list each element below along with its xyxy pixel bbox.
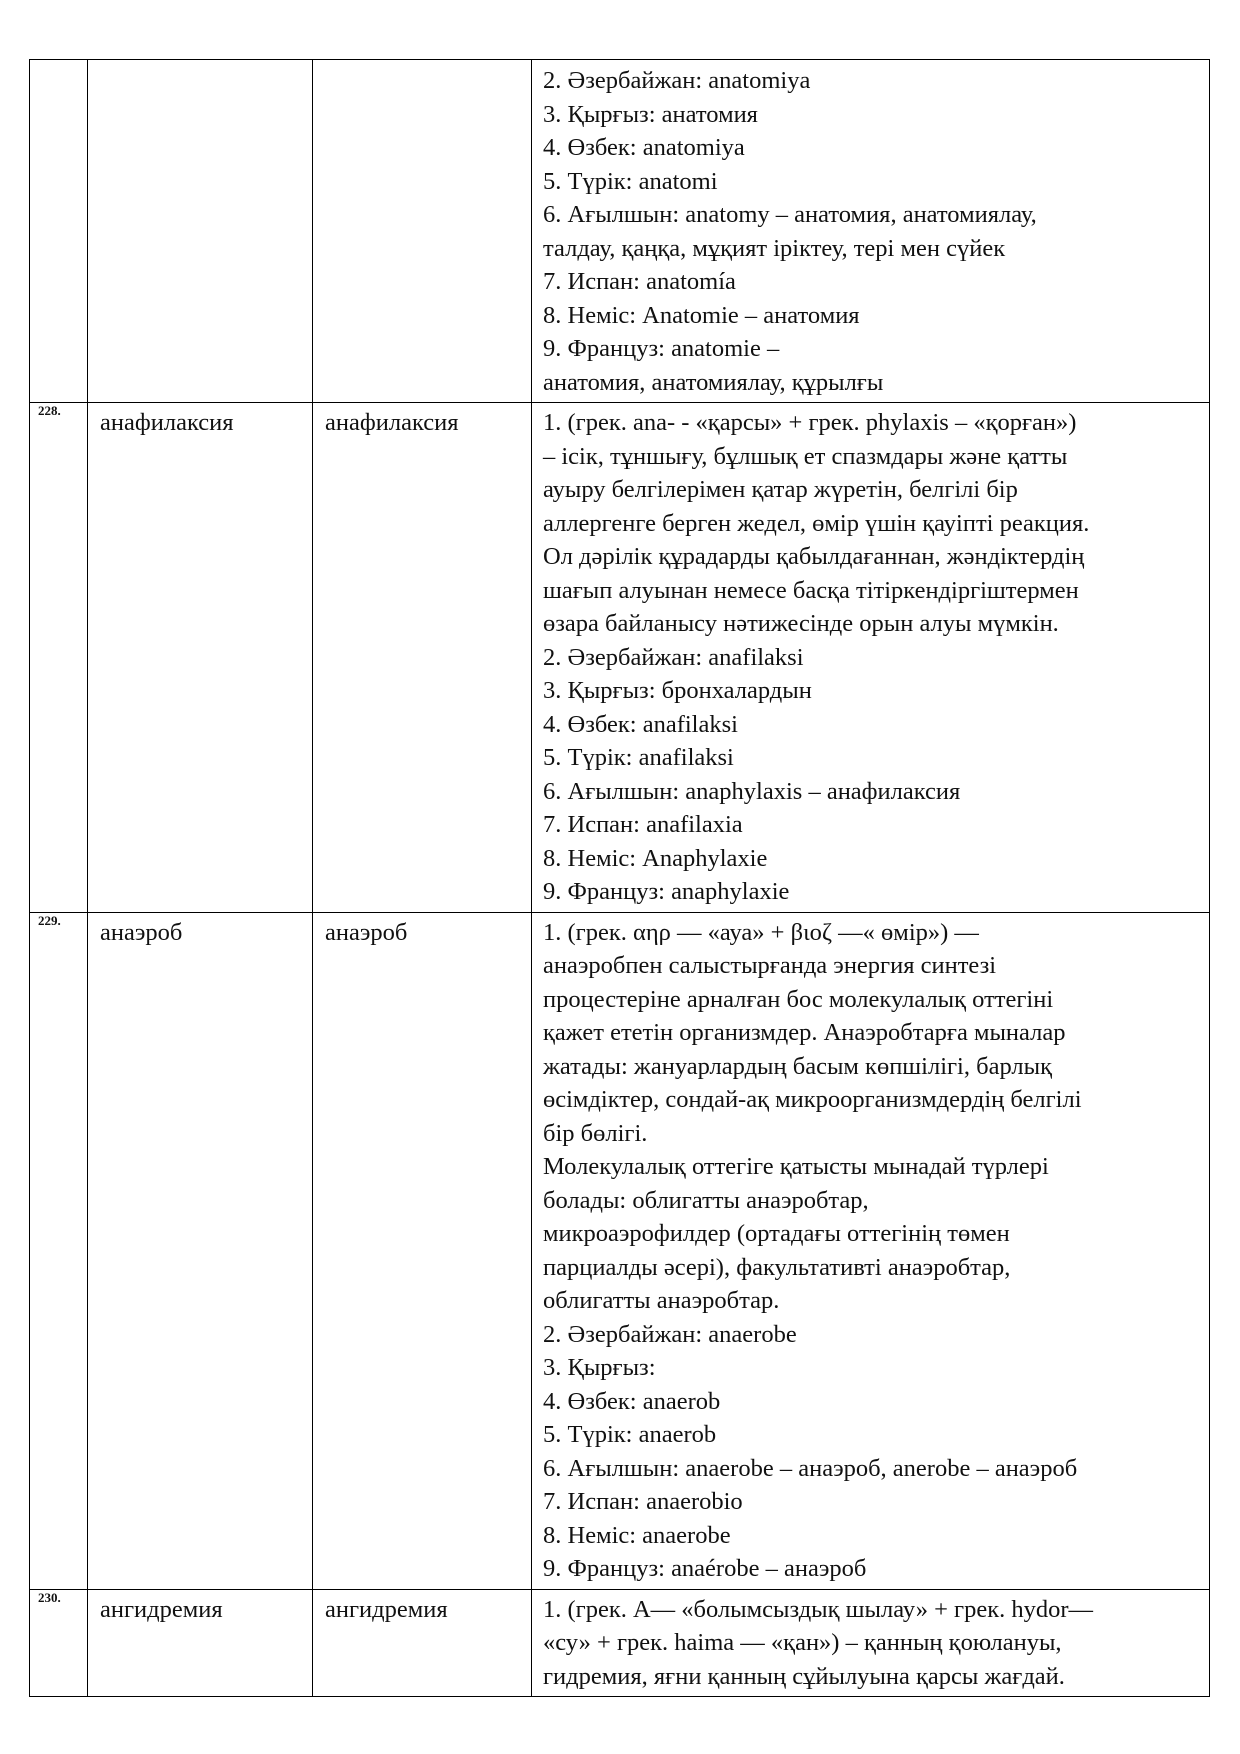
table-row (30, 1589, 1210, 1697)
definition-line: қажет ететін организмдер. Анаэробтарға мыналар (543, 1019, 1066, 1046)
definition-line: микроаэрофилдер (ортадағы оттегінің төмен (543, 1220, 1010, 1247)
definition-line: 2. Әзербайжан: anaerobe (543, 1320, 797, 1348)
definition-line: парциалды әсері), факультативті анаэробтар, (543, 1253, 1011, 1281)
definition-line: 1. (грек. αηρ — «ауа» + βιοζ —« өмір») — (543, 918, 979, 946)
definition-line: бір бөлігі. (543, 1119, 648, 1147)
dictionary-body (30, 60, 1210, 1697)
entry-term-translation (313, 60, 532, 403)
definition-line: 1. (грек. А— «болымсыздық шылау» + грек. hydor— (543, 1595, 1094, 1623)
definition-line: 3. Қырғыз: бронхалардын (543, 677, 812, 704)
definition-line: 4. Өзбек: anatomiya (543, 134, 745, 161)
definition-line: 6. Ағылшын: anaerobe – анаэроб, anerobe – анаэроб (543, 1454, 1078, 1482)
definition-line: 5. Түрік: anaerob (543, 1421, 717, 1448)
entry-number: 228. (30, 403, 88, 913)
entry-term-translation: анаэроб (313, 912, 532, 1589)
entry-definition (532, 60, 1210, 403)
definition-line: 8. Неміс: Anaphylaxie (543, 844, 768, 872)
definition-line: 1. (грек. ana- - «қарсы» + грек. phylaxis – «қорған») (543, 409, 1077, 436)
definition-line: өсімдіктер, сондай-ақ микроорганизмдердің белгілі (543, 1086, 1082, 1113)
dictionary-table (29, 59, 1210, 1697)
definition-line: 9. Француз: anaérobe – анаэроб (543, 1555, 867, 1582)
definition-line: 8. Неміс: anaerobe (543, 1521, 731, 1549)
definition-line: 9. Француз: anatomie – (543, 335, 780, 362)
table-row (30, 912, 1210, 1589)
table-row (30, 403, 1210, 913)
definition-line: шағып алуынан немесе басқа тітіркендіргіштермен (543, 576, 1079, 604)
definition-line: 3. Қырғыз: (543, 1354, 656, 1381)
definition-line: 7. Испан: anaerobio (543, 1488, 743, 1515)
definition-line: облигатты анаэробтар. (543, 1287, 780, 1314)
definition-line: 7. Испан: anafilaxia (543, 811, 743, 838)
definition-line: 5. Түрік: anatomi (543, 167, 718, 195)
entry-term: анафилаксия (88, 403, 313, 913)
definition-line: ауыру белгілерімен қатар жүретін, белгілі бір (543, 476, 1018, 503)
definition-line: 5. Түрік: anafilaksi (543, 744, 734, 771)
definition-line: 3. Қырғыз: анатомия (543, 100, 758, 128)
entry-term-translation: анафилаксия (313, 403, 532, 913)
definition-line: 4. Өзбек: anafilaksi (543, 710, 738, 738)
definition-line: 9. Француз: anaphylaxie (543, 878, 790, 905)
entry-number (30, 60, 88, 403)
definition-line: анатомия, анатомиялау, құрылғы (543, 368, 884, 396)
definition-line: Молекулалық оттегіге қатысты мынадай түрлері (543, 1153, 1049, 1180)
definition-line: 2. Әзербайжан: anatomiya (543, 67, 811, 94)
entry-number: 229. (30, 912, 88, 1589)
entry-definition (532, 403, 1210, 913)
definition-line: «су» + грек. haima — «қан») – қанның қоюлануы, (543, 1629, 1062, 1656)
definition-line: 6. Ағылшын: anatomy – анатомия, анатомиялау, (543, 201, 1037, 228)
definition-line: жатады: жануарлардың басым көпшілігі, барлық (543, 1052, 1052, 1080)
entry-definition (532, 1589, 1210, 1697)
definition-line: талдау, қаңқа, мұқият іріктеу, тері мен сүйек (543, 234, 1006, 262)
entry-term: анаэроб (88, 912, 313, 1589)
entry-term (88, 60, 313, 403)
definition-line: анаэробпен салыстырғанда энергия синтезі (543, 952, 997, 979)
entry-number: 230. (30, 1589, 88, 1697)
definition-line: болады: облигатты анаэробтар, (543, 1186, 869, 1214)
definition-line: 4. Өзбек: anaerob (543, 1387, 721, 1415)
definition-line: өзара байланысу нәтижесінде орын алуы мүмкін. (543, 610, 1059, 637)
definition-line: 7. Испан: anatomía (543, 268, 736, 295)
entry-term-translation: ангидремия (313, 1589, 532, 1697)
definition-line: аллергенге берген жедел, өмір үшін қауіпті реакция. (543, 509, 1090, 537)
entry-term: ангидремия (88, 1589, 313, 1697)
definition-line: 6. Ағылшын: anaphylaxis – анафилаксия (543, 777, 961, 805)
table-row (30, 60, 1210, 403)
definition-line: процестеріне арналған бос молекулалық оттегіні (543, 985, 1054, 1013)
definition-line: – ісік, тұншығу, бұлшық ет спазмдары және қатты (543, 442, 1068, 470)
definition-line: Ол дәрілік құрадарды қабылдағаннан, жәндіктердің (543, 543, 1085, 570)
entry-definition (532, 912, 1210, 1589)
definition-line: гидремия, яғни қанның сұйылуына қарсы жағдай. (543, 1662, 1065, 1690)
definition-line: 2. Әзербайжан: anafilaksi (543, 643, 804, 671)
definition-line: 8. Неміс: Anatomie – анатомия (543, 301, 860, 329)
